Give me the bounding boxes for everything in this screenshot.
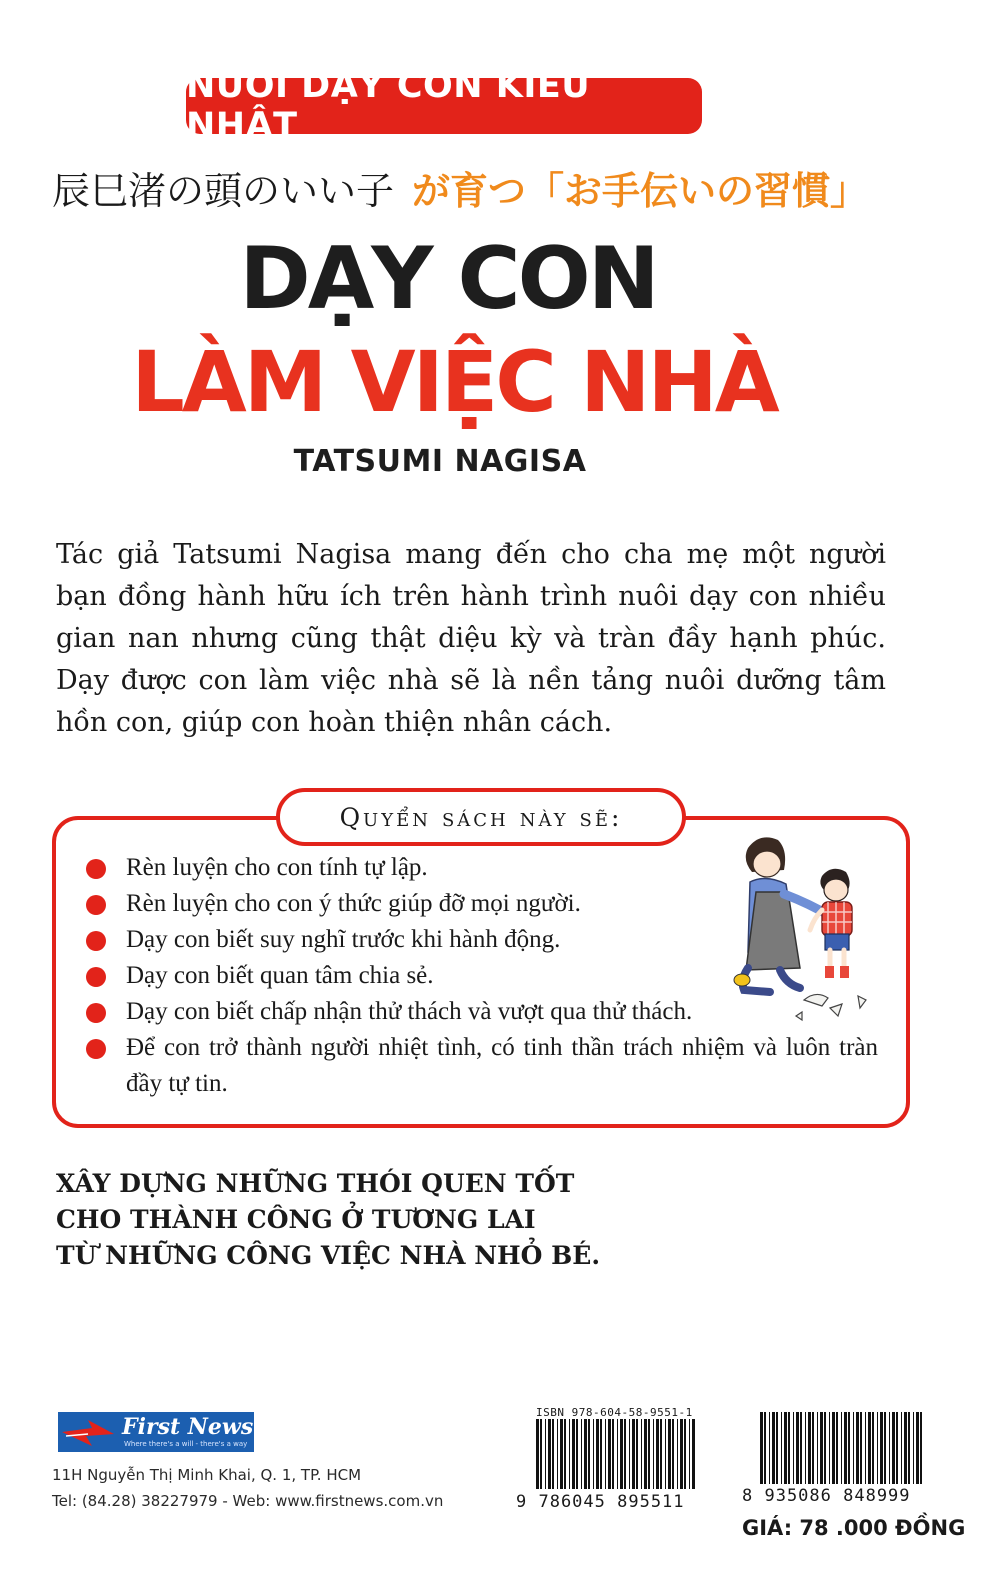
- publisher-address: 11H Nguyễn Thị Minh Khai, Q. 1, TP. HCM: [52, 1466, 362, 1484]
- barcode-bar: [572, 1419, 575, 1489]
- publisher-contact: Tel: (84.28) 38227979 - Web: www.firstnews.com.vn: [52, 1492, 444, 1510]
- mother-child-illustration: [730, 830, 880, 1030]
- japanese-title-author-part: 辰巳渚の頭のいい子: [52, 169, 395, 213]
- barcode-bar: [796, 1412, 799, 1484]
- barcode-bar: [920, 1412, 922, 1484]
- barcode-bar: [560, 1419, 563, 1489]
- bullet-dot-icon: [86, 1039, 106, 1059]
- features-heading: [276, 788, 686, 846]
- barcode-bar: [776, 1412, 778, 1484]
- barcode-bar: [860, 1412, 862, 1484]
- barcode-bar: [896, 1412, 898, 1484]
- ean-barcode-number: 8 935086 848999: [742, 1486, 911, 1506]
- barcode-bar: [581, 1419, 582, 1489]
- price: GIÁ: 78 .000 ĐỒNG: [742, 1516, 966, 1540]
- tagline: [56, 1166, 616, 1274]
- series-label: NUÔI DẠY CON KIỂU NHẬT: [186, 66, 591, 146]
- barcode-bar: [788, 1412, 790, 1484]
- barcode-bar: [889, 1412, 890, 1484]
- bullet-dot-icon: [86, 931, 106, 951]
- barcode-bar: [593, 1419, 594, 1489]
- bullet-dot-icon: [86, 967, 106, 987]
- barcode-bar: [641, 1419, 642, 1489]
- barcode-bar: [808, 1412, 811, 1484]
- barcode-bar: [832, 1412, 835, 1484]
- barcode-bar: [841, 1412, 842, 1484]
- bullet-dot-icon: [86, 1003, 106, 1023]
- isbn-barcode-number: 9 786045 895511: [516, 1492, 685, 1512]
- barcode-bar: [884, 1412, 886, 1484]
- barcode-bar: [624, 1419, 626, 1489]
- barcode-bar: [665, 1419, 666, 1489]
- barcode-bar: [760, 1412, 763, 1484]
- barcode-bar: [880, 1412, 883, 1484]
- barcode-bar: [564, 1419, 566, 1489]
- barcode-bar: [632, 1419, 635, 1489]
- barcode-bar: [772, 1412, 775, 1484]
- features-heading-label: Quyển sách này sẽ:: [339, 802, 623, 832]
- feature-item: Dạy con biết suy nghĩ trước khi hành động.: [86, 922, 726, 958]
- star-icon: [62, 1414, 114, 1450]
- isbn-label: ISBN 978-604-58-9551-1: [536, 1406, 693, 1419]
- barcode-bar: [677, 1419, 678, 1489]
- barcode-bar: [769, 1412, 770, 1484]
- barcode-bar: [552, 1419, 554, 1489]
- barcode-bar: [684, 1419, 686, 1489]
- barcode-bar: [596, 1419, 599, 1489]
- japanese-original-title: [52, 160, 952, 220]
- barcode-bar: [644, 1419, 647, 1489]
- barcode-bar: [548, 1419, 551, 1489]
- barcode-bar: [656, 1419, 659, 1489]
- barcode-bar: [865, 1412, 866, 1484]
- book-title-line-1: DẠY CON: [239, 229, 657, 329]
- barcode-bar: [793, 1412, 794, 1484]
- barcode-bar: [908, 1412, 910, 1484]
- barcode-bar: [689, 1419, 690, 1489]
- barcode-bar: [916, 1412, 919, 1484]
- barcode-bar: [557, 1419, 558, 1489]
- barcode-bar: [836, 1412, 838, 1484]
- barcode-bar: [848, 1412, 850, 1484]
- barcode-bar: [892, 1412, 895, 1484]
- barcode-bar: [692, 1419, 695, 1489]
- tagline-line-1: XÂY DỰNG NHỮNG THÓI QUEN TỐT: [56, 1169, 575, 1198]
- barcode-bar: [588, 1419, 590, 1489]
- barcode-bar: [872, 1412, 874, 1484]
- barcode-bar: [877, 1412, 878, 1484]
- barcode-bar: [913, 1412, 914, 1484]
- barcode-bar: [576, 1419, 578, 1489]
- barcode-bar: [904, 1412, 907, 1484]
- barcode-bar: [629, 1419, 630, 1489]
- publisher-slogan: Where there's a will - there's a way: [124, 1440, 248, 1448]
- isbn-barcode: [534, 1419, 696, 1497]
- ean-barcode: [758, 1412, 928, 1492]
- barcode-bar: [853, 1412, 854, 1484]
- publisher-logo: [58, 1412, 254, 1452]
- barcode-bar: [868, 1412, 871, 1484]
- series-banner: [186, 66, 702, 146]
- barcode-bar: [824, 1412, 826, 1484]
- book-title-line-2: LÀM VIỆC NHÀ: [131, 333, 777, 431]
- feature-item: Dạy con biết quan tâm chia sẻ.: [86, 958, 726, 994]
- barcode-bar: [600, 1419, 602, 1489]
- author-name: TATSUMI NAGISA: [293, 444, 587, 479]
- barcode-bar: [668, 1419, 671, 1489]
- barcode-bar: [812, 1412, 814, 1484]
- barcode-bar: [545, 1419, 546, 1489]
- publisher-name: First News: [122, 1414, 254, 1440]
- barcode-bar: [856, 1412, 859, 1484]
- barcode-bar: [569, 1419, 570, 1489]
- barcode-bar: [660, 1419, 662, 1489]
- feature-item: Dạy con biết chấp nhận thử thách và vượt qua thử thách.: [86, 994, 766, 1030]
- barcode-bar: [805, 1412, 806, 1484]
- barcode-bar: [536, 1419, 539, 1489]
- barcode-bar: [817, 1412, 818, 1484]
- barcode-bar: [829, 1412, 830, 1484]
- barcode-bar: [540, 1419, 542, 1489]
- barcode-bar: [764, 1412, 766, 1484]
- barcode-bar: [608, 1419, 611, 1489]
- barcode-bar: [800, 1412, 802, 1484]
- barcode-bar: [680, 1419, 683, 1489]
- book-description: Tác giả Tatsumi Nagisa mang đến cho cha mẹ một người bạn đồng hành hữu ích trên hành trình nuôi dạy con nhiều gian nan nhưng cũng thật diệu kỳ và tràn đầy hạnh phúc. Dạy được con làm việc nhà sẽ là nền tảng nuôi dưỡng tâm hồn con, giúp con hoàn thiện nhân cách.: [56, 539, 886, 738]
- barcode-bar: [636, 1419, 638, 1489]
- bullet-dot-icon: [86, 859, 106, 879]
- barcode-bar: [784, 1412, 787, 1484]
- barcode-bar: [617, 1419, 618, 1489]
- barcode-bar: [672, 1419, 674, 1489]
- feature-item: Rèn luyện cho con tính tự lập.: [86, 850, 726, 886]
- barcode-bar: [584, 1419, 587, 1489]
- barcode-bar: [844, 1412, 847, 1484]
- japanese-title-main-part: が育つ「お手伝いの習慣」: [412, 169, 869, 213]
- barcode-bar: [901, 1412, 902, 1484]
- barcode-bar: [820, 1412, 823, 1484]
- barcode-bar: [653, 1419, 654, 1489]
- barcode-bar: [612, 1419, 614, 1489]
- barcode-bar: [620, 1419, 623, 1489]
- tagline-line-2: CHO THÀNH CÔNG Ở TƯƠNG LAI: [56, 1205, 536, 1234]
- barcode-bar: [648, 1419, 650, 1489]
- barcode-bar: [781, 1412, 782, 1484]
- tagline-line-3: TỪ NHỮNG CÔNG VIỆC NHÀ NHỎ BÉ.: [56, 1241, 601, 1270]
- feature-item: Để con trở thành người nhiệt tình, có tinh thần trách nhiệm và luôn tràn đầy tự tin.: [86, 1030, 878, 1102]
- barcode-bar: [605, 1419, 606, 1489]
- feature-item: Rèn luyện cho con ý thức giúp đỡ mọi người.: [86, 886, 726, 922]
- bullet-dot-icon: [86, 895, 106, 915]
